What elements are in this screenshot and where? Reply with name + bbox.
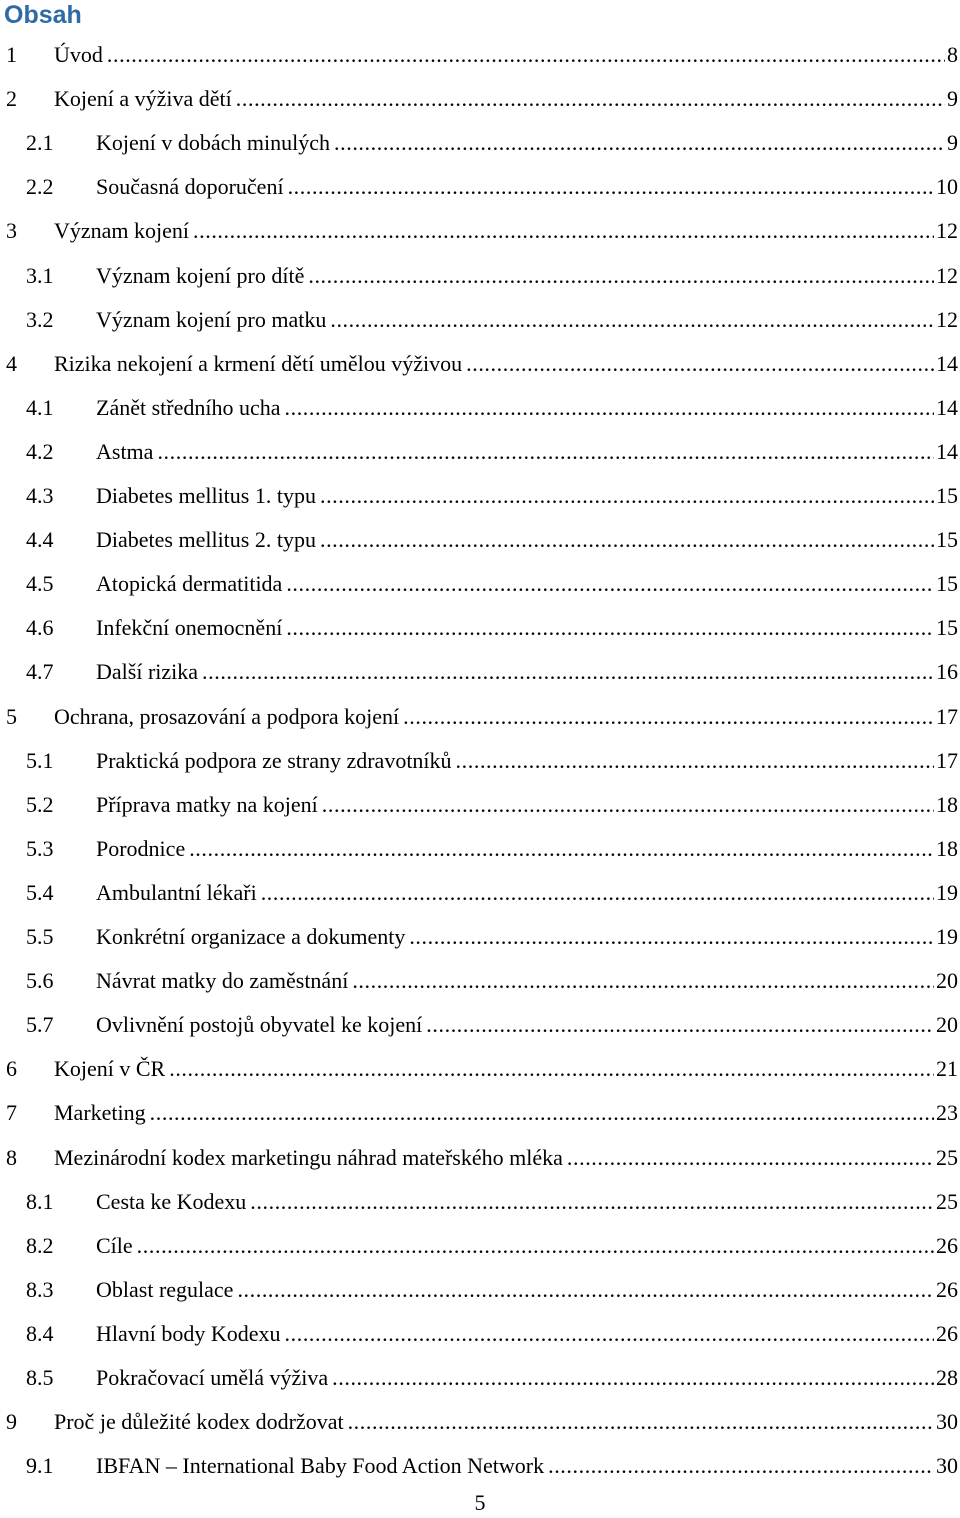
toc-entry-title: Význam kojení: [54, 218, 190, 244]
toc-entry-title: Astma: [96, 438, 154, 464]
toc-entry[interactable]: [0, 261, 960, 291]
toc-entry-page: 19: [936, 879, 958, 905]
toc-entry-title: Cesta ke Kodexu: [96, 1188, 247, 1214]
toc-heading: Obsah: [4, 1, 82, 29]
toc-entry[interactable]: [0, 172, 960, 202]
toc-entry-number: 9: [6, 1409, 17, 1435]
dot-leader: [403, 702, 934, 732]
toc-entry-number: 8: [6, 1144, 17, 1170]
dot-leader: [286, 569, 934, 599]
toc-entry-title: Další rizika: [96, 659, 199, 685]
toc-entry[interactable]: [0, 437, 960, 467]
toc-entry-title: Současná doporučení: [96, 174, 284, 200]
toc-entry[interactable]: [0, 305, 960, 335]
toc-entry-title: Marketing: [54, 1100, 146, 1126]
toc-entry[interactable]: [0, 128, 960, 158]
toc-entry-page: 14: [936, 438, 958, 464]
toc-entry-title: Ambulantní lékaři: [96, 879, 257, 905]
toc-entry-page: 25: [936, 1188, 958, 1214]
dot-leader: [334, 128, 945, 158]
toc-entry[interactable]: [0, 1275, 960, 1305]
dot-leader: [288, 172, 934, 202]
dot-leader: [137, 1231, 934, 1261]
toc-entry-number: 4: [6, 350, 17, 376]
toc-entry-number: 5.6: [26, 968, 54, 994]
toc-entry-number: 2: [6, 86, 17, 112]
toc-entry-number: 8.1: [26, 1188, 54, 1214]
toc-entry-title: IBFAN – International Baby Food Action Network: [96, 1453, 545, 1479]
toc-entry-number: 4.1: [26, 394, 54, 420]
toc-entry-number: 3.1: [26, 262, 54, 288]
toc-entry-page: 15: [936, 615, 958, 641]
toc-entry-title: Praktická podpora ze strany zdravotníků: [96, 747, 452, 773]
toc-entry[interactable]: [0, 1098, 960, 1128]
toc-entry-number: 2.1: [26, 130, 54, 156]
dot-leader: [409, 922, 934, 952]
toc-entry-number: 5.1: [26, 747, 54, 773]
toc-entry-title: Infekční onemocnění: [96, 615, 283, 641]
dot-leader: [456, 746, 934, 776]
toc-entry-number: 4.4: [26, 527, 54, 553]
toc-entry-page: 12: [936, 262, 958, 288]
toc-entry-title: Zánět středního ucha: [96, 394, 281, 420]
dot-leader: [567, 1143, 934, 1173]
dot-leader: [189, 834, 934, 864]
toc-entry-page: 17: [936, 747, 958, 773]
toc-entry-number: 8.2: [26, 1232, 54, 1258]
toc-entry[interactable]: [0, 1054, 960, 1084]
toc-entry[interactable]: [0, 657, 960, 687]
dot-leader: [332, 1363, 934, 1393]
toc-entry-page: 30: [936, 1409, 958, 1435]
toc-entry[interactable]: [0, 1363, 960, 1393]
dot-leader: [548, 1451, 934, 1481]
toc-entry-page: 16: [936, 659, 958, 685]
toc-entry-page: 9: [947, 86, 958, 112]
toc-entry-number: 8.3: [26, 1276, 54, 1302]
toc-entry-title: Úvod: [54, 42, 103, 67]
toc-entry-title: Oblast regulace: [96, 1276, 234, 1302]
toc-entry-page: 20: [936, 968, 958, 994]
toc-entry-number: 5.7: [26, 1012, 54, 1038]
toc-entry-page: 12: [936, 218, 958, 244]
toc-entry-title: Kojení a výživa dětí: [54, 86, 232, 112]
toc-entry[interactable]: [0, 481, 960, 511]
toc-entry-title: Porodnice: [96, 835, 186, 861]
toc-entry-title: Diabetes mellitus 2. typu: [96, 527, 316, 553]
toc-entry-title: Konkrétní organizace a dokumenty: [96, 924, 406, 949]
toc-entry[interactable]: [0, 393, 960, 423]
toc-entry-page: 15: [936, 527, 958, 553]
toc-entry-page: 14: [936, 350, 958, 376]
toc-entry-page: 25: [936, 1144, 958, 1170]
dot-leader: [250, 1187, 934, 1217]
toc-entry-page: 19: [936, 924, 958, 949]
toc-entry[interactable]: [0, 525, 960, 555]
toc-entry-page: 26: [936, 1276, 958, 1302]
toc-entry-page: 15: [936, 483, 958, 508]
toc-entry-page: 15: [936, 571, 958, 597]
toc-entry-page: 28: [936, 1365, 958, 1390]
toc-entry-number: 2.2: [26, 174, 54, 200]
dot-leader: [320, 481, 934, 511]
toc-entry-number: 5.3: [26, 835, 54, 861]
toc-entry-title: Ochrana, prosazování a podpora kojení: [54, 703, 400, 729]
toc-entry-number: 9.1: [26, 1453, 54, 1479]
dot-leader: [330, 305, 934, 335]
toc-entry-number: 3.2: [26, 306, 54, 332]
dot-leader: [426, 1010, 934, 1040]
dot-leader: [285, 393, 935, 423]
toc-entry-title: Význam kojení pro dítě: [96, 262, 305, 288]
toc-entry-page: 30: [936, 1453, 958, 1479]
toc-entry-page: 20: [936, 1012, 958, 1038]
dot-leader: [237, 1275, 934, 1305]
toc-entry-title: Příprava matky na kojení: [96, 791, 318, 817]
dot-leader: [286, 613, 934, 643]
toc-entry-number: 4.5: [26, 571, 54, 597]
dot-leader: [193, 216, 934, 246]
toc-entry-number: 7: [6, 1100, 17, 1126]
toc-entry-title: Kojení v dobách minulých: [96, 130, 331, 156]
toc-entry-page: 17: [936, 703, 958, 729]
toc-entry[interactable]: [0, 878, 960, 908]
dot-leader: [236, 84, 945, 114]
toc-entry[interactable]: [0, 84, 960, 114]
toc-entry-number: 6: [6, 1056, 17, 1082]
dot-leader: [202, 657, 934, 687]
toc-entry[interactable]: [0, 1143, 960, 1173]
toc-entry-title: Hlavní body Kodexu: [96, 1320, 281, 1346]
toc-entry[interactable]: [0, 1319, 960, 1349]
dot-leader: [261, 878, 934, 908]
toc-entry-title: Návrat matky do zaměstnání: [96, 968, 349, 994]
toc-entry-page: 21: [936, 1056, 958, 1082]
toc-entry-number: 4.2: [26, 438, 54, 464]
toc-entry-page: 26: [936, 1232, 958, 1258]
toc-entry-title: Diabetes mellitus 1. typu: [96, 483, 316, 508]
toc-entry-number: 4.3: [26, 483, 54, 508]
toc-entry[interactable]: [0, 746, 960, 776]
dot-leader: [308, 261, 934, 291]
toc-entry-page: 14: [936, 394, 958, 420]
toc-entry-page: 12: [936, 306, 958, 332]
dot-leader: [352, 966, 934, 996]
toc-entry-title: Mezinárodní kodex marketingu náhrad mateřského mléka: [54, 1144, 563, 1170]
toc-entry[interactable]: [0, 1407, 960, 1437]
dot-leader: [107, 40, 945, 70]
dot-leader: [285, 1319, 934, 1349]
toc-entry-title: Význam kojení pro matku: [96, 306, 327, 332]
toc-entry-title: Rizika nekojení a krmení dětí umělou výživou: [54, 350, 463, 376]
toc-entry-number: 3: [6, 218, 17, 244]
toc-entry[interactable]: [0, 40, 960, 70]
toc-entry-title: Cíle: [96, 1232, 133, 1258]
toc-entry-page: 8: [947, 42, 958, 67]
toc-entry[interactable]: [0, 966, 960, 996]
toc-entry-page: 18: [936, 791, 958, 817]
toc-entry-page: 18: [936, 835, 958, 861]
toc-entry-number: 8.5: [26, 1365, 54, 1390]
toc-entry[interactable]: [0, 922, 960, 952]
toc-entry[interactable]: [0, 702, 960, 732]
dot-leader: [150, 1098, 934, 1128]
toc-entry-number: 8.4: [26, 1320, 54, 1346]
toc-entry-page: 23: [936, 1100, 958, 1126]
toc-entry-number: 5: [6, 703, 17, 729]
dot-leader: [320, 525, 934, 555]
toc-entry-number: 4.7: [26, 659, 54, 685]
toc-entry-title: Atopická dermatitida: [96, 571, 283, 597]
toc-entry[interactable]: [0, 349, 960, 379]
toc-entry-number: 5.5: [26, 924, 54, 949]
toc-entry[interactable]: [0, 790, 960, 820]
dot-leader: [157, 437, 934, 467]
toc-entry[interactable]: [0, 613, 960, 643]
page-number: 5: [474, 1490, 486, 1515]
toc-entry-title: Kojení v ČR: [54, 1056, 166, 1082]
toc-entry[interactable]: [0, 1010, 960, 1040]
toc-entry-page: 9: [947, 130, 958, 156]
toc-entry-number: 5.2: [26, 791, 54, 817]
toc-entry[interactable]: [0, 1187, 960, 1217]
toc-entry-number: 4.6: [26, 615, 54, 641]
toc-entry[interactable]: [0, 834, 960, 864]
dot-leader: [322, 790, 934, 820]
dot-leader: [169, 1054, 934, 1084]
toc-entry-number: 5.4: [26, 879, 54, 905]
toc-entry[interactable]: [0, 569, 960, 599]
toc-entry-number: 1: [6, 42, 17, 67]
toc-entry-title: Pokračovací umělá výživa: [96, 1365, 329, 1390]
toc-entry-page: 10: [936, 174, 958, 200]
toc-entry-title: Ovlivnění postojů obyvatel ke kojení: [96, 1012, 423, 1038]
dot-leader: [348, 1407, 934, 1437]
toc-entry[interactable]: [0, 216, 960, 246]
toc-entry[interactable]: [0, 1231, 960, 1261]
toc-entry[interactable]: [0, 1451, 960, 1481]
toc-entry-title: Proč je důležité kodex dodržovat: [54, 1409, 344, 1435]
toc-entry-page: 26: [936, 1320, 958, 1346]
dot-leader: [466, 349, 934, 379]
